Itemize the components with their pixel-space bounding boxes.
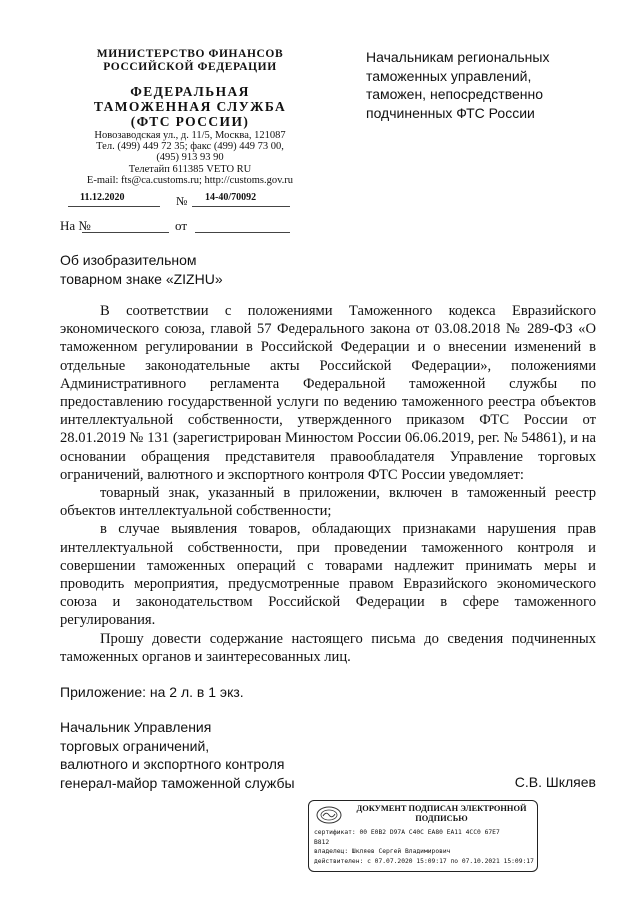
address-line: Новозаводская ул., д. 11/5, Москва, 121087 — [94, 130, 286, 141]
letter-subject — [60, 251, 360, 288]
registration-date-underline — [68, 206, 160, 207]
body-paragraph: Прошу довести содержание настоящего письма до сведения подчиненных таможенных органов и заинтересованных лиц. — [60, 630, 596, 665]
e-signature-title-line: ПОДПИСЬЮ — [415, 813, 468, 823]
ministry-line: РОССИЙСКОЙ ФЕДЕРАЦИИ — [103, 61, 277, 73]
subject-line: Об изобразительном — [60, 252, 197, 268]
address-line: Тел. (499) 449 72 35; факс (499) 449 73 00, — [96, 141, 284, 153]
certificate-line: сертификат: 00 E0B2 D97A C40C EA80 EA11 4CC0 67E7 — [314, 829, 500, 836]
ministry-line: МИНИСТЕРСТВО ФИНАНСОВ — [96, 48, 284, 60]
position-line: валютного и экспортного контроля — [60, 756, 285, 772]
letter-body — [60, 302, 596, 666]
position-line: генерал-майор таможенной службы — [60, 774, 295, 791]
service-line: (ФТС РОССИИ) — [130, 114, 250, 129]
subject-line: товарном знаке «ZIZHU» — [60, 270, 223, 287]
e-signature-stamp — [308, 800, 538, 872]
service-line: ФЕДЕРАЛЬНАЯ — [130, 84, 250, 99]
e-signature-title-line: ДОКУМЕНТ ПОДПИСАН ЭЛЕКТРОННОЙ — [356, 804, 527, 813]
registration-number-underline — [192, 206, 290, 207]
addressee — [366, 48, 616, 122]
attachment-note: Приложение: на 2 л. в 1 экз. — [60, 684, 244, 700]
position-line: торговых ограничений, — [60, 737, 210, 754]
position-line: Начальник Управления — [60, 719, 212, 735]
certificate-line-cont: B812 — [314, 838, 330, 846]
reference-date-label: от — [175, 218, 188, 233]
address-line: Телетайп 611385 VETO RU — [128, 163, 252, 175]
address-line: (495) 913 93 90 — [156, 152, 224, 164]
body-paragraph: В соответствии с положениями Таможенного кодекса Евразийского экономического союза, главой 57 Федерального закона от 03.08.2018 № 289-ФЗ «О таможенном регулировании в Российской Федерации и о внесении изменений в отдельные законодательные акты Российской Федерации», положениями Административного регламента Федеральной таможенной службы по предоставлению государственной услуги по ведению таможенного реестра объектов интеллектуальной собственности, утвержденного приказом ФТС России от 28.01.2019 № 131 (зарегистрирован Минюстом России 06.06.2019, рег. № 54861), и на основании обращения представителя правообладателя Управление торговых ограничений, валютного и экспортного контроля ФТС России уведомляет: — [60, 303, 596, 483]
address-line: E-mail: fts@ca.customs.ru; http://customs.gov.ru — [86, 174, 294, 186]
ministry-name — [60, 48, 320, 74]
addressee-line: таможен, непосредственно — [366, 86, 544, 102]
e-signature-details — [314, 828, 534, 866]
addressee-line: Начальникам региональных — [366, 49, 550, 65]
contact-address — [60, 130, 320, 186]
signature-seal-icon — [315, 805, 343, 825]
registration-number: 14-40/70092 — [205, 192, 257, 203]
validity-line: действителен: с 07.07.2020 15:09:17 по 07.10.2021 15:09:17 — [314, 857, 534, 865]
body-paragraph: в случае выявления товаров, обладающих признаками нарушения прав интеллектуальной собственности, при проведении таможенного контроля и совершении таможенных операций с товарами надлежит принимать меры и проводить мероприятия, предусмотренные правом Евразийского экономического союза и законодательством Российской Федерации в сфере таможенного регулирования. — [60, 521, 596, 629]
service-name — [60, 84, 320, 129]
reference-number-blank — [82, 232, 169, 233]
body-paragraph: товарный знак, указанный в приложении, включен в таможенный реестр объектов интеллектуальной собственности; — [60, 485, 596, 520]
reference-date-blank — [195, 232, 290, 233]
registration-date: 11.12.2020 — [80, 192, 125, 203]
e-signature-title — [349, 804, 534, 823]
registration-number-label: № — [176, 194, 188, 208]
addressee-line: подчиненных ФТС России — [366, 104, 535, 121]
signatory-name: С.В. Шкляев — [514, 774, 596, 790]
service-line: ТАМОЖЕННАЯ СЛУЖБА — [93, 99, 287, 114]
owner-line: владелец: Шкляев Сергей Владимирович — [314, 848, 451, 856]
reference-number-label: На № — [60, 218, 91, 233]
signatory-position — [60, 718, 340, 792]
addressee-line: таможенных управлений, — [366, 67, 532, 84]
